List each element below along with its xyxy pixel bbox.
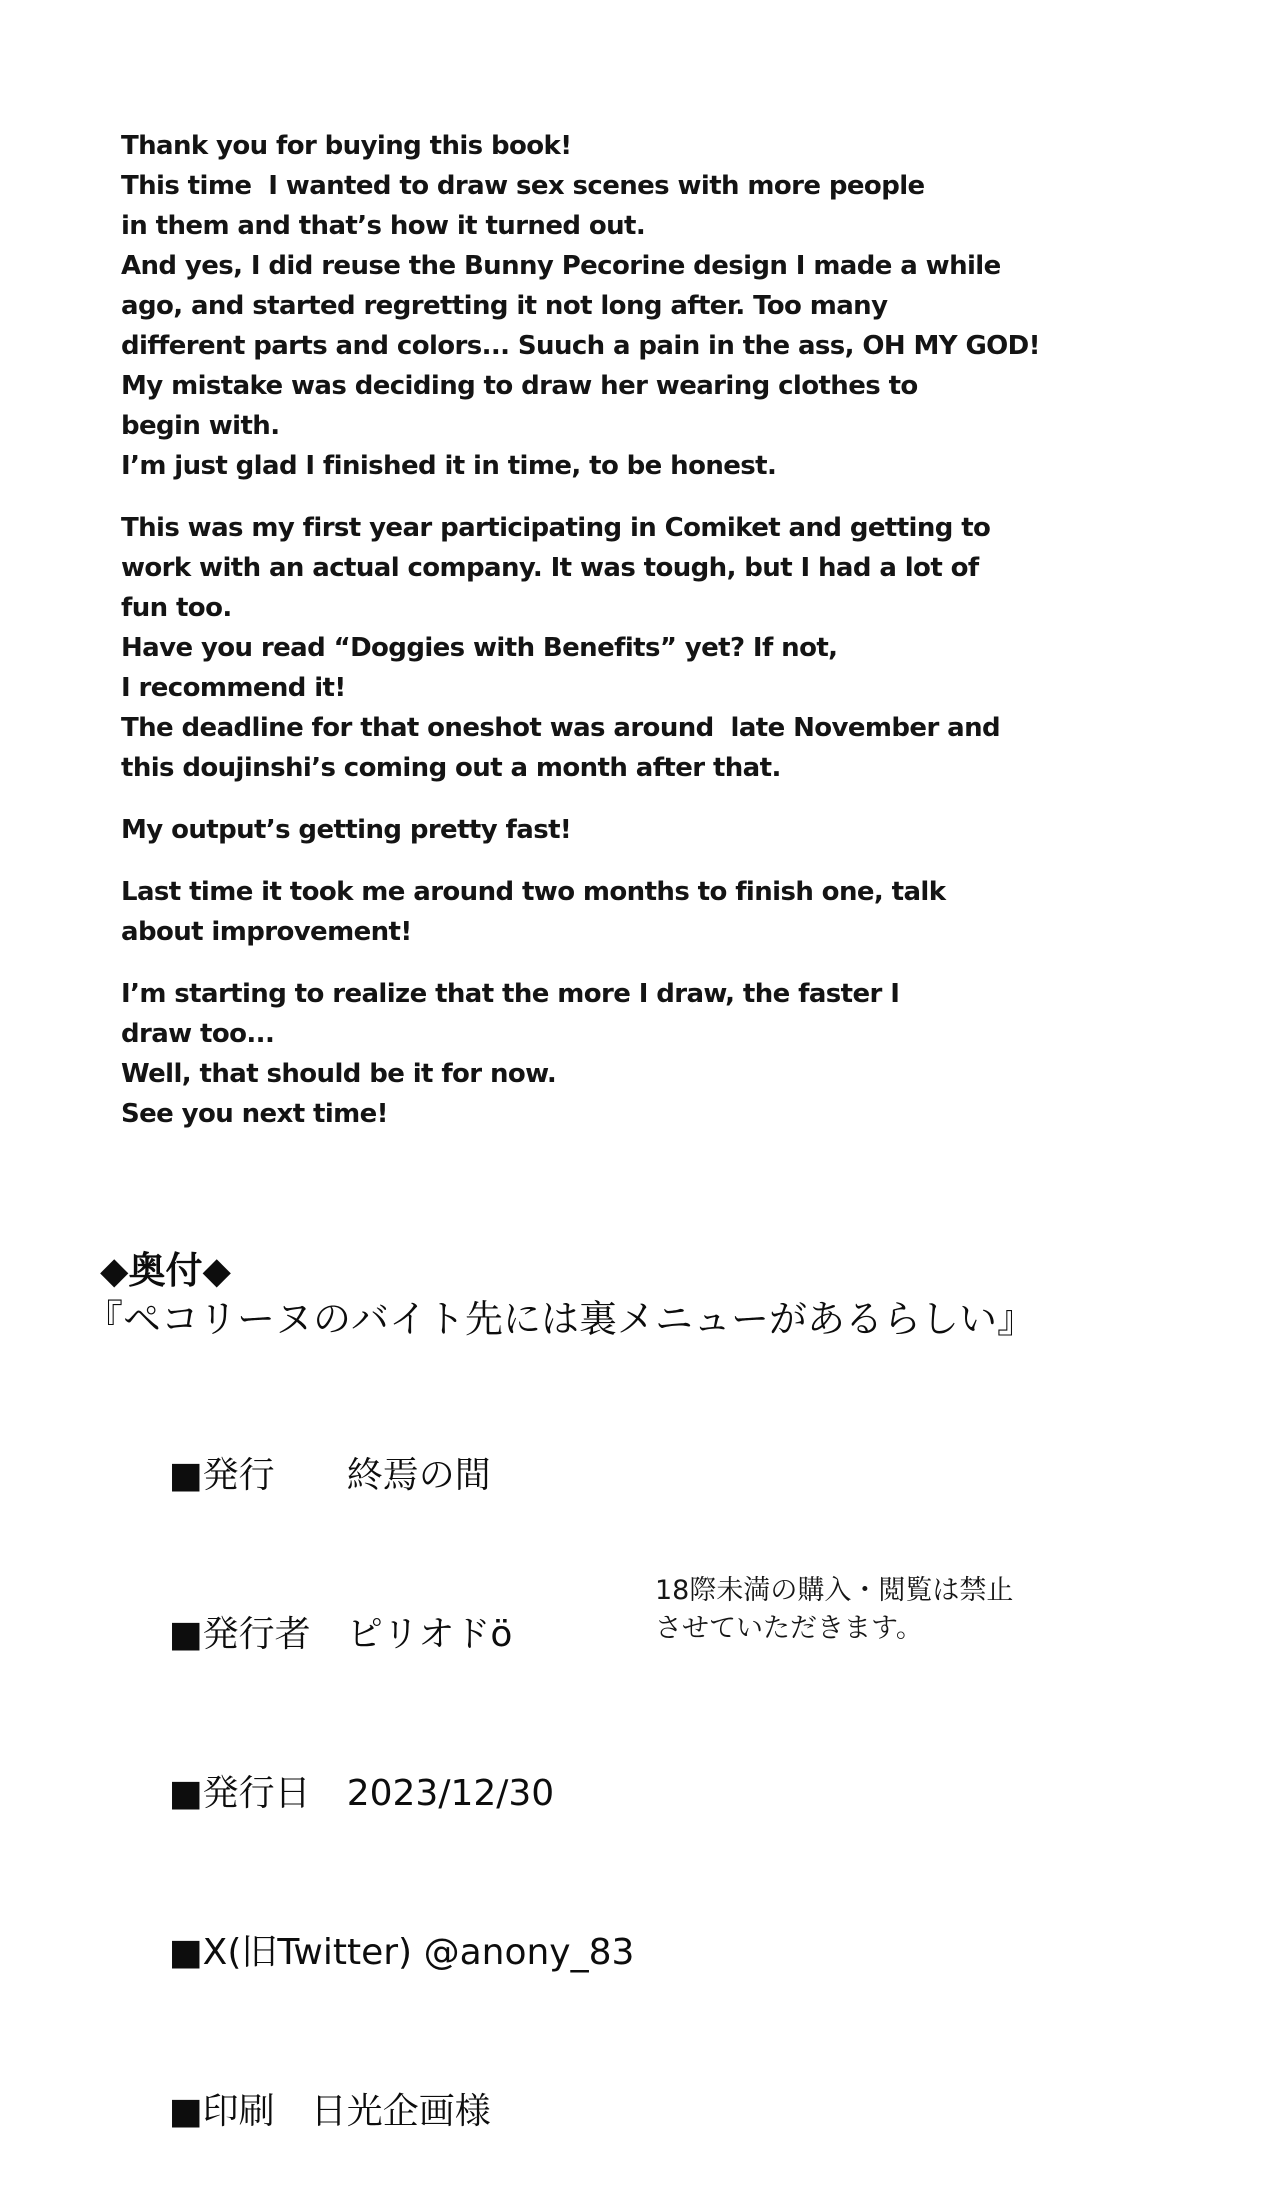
afterword-paragraph-2 (121, 508, 1271, 788)
colophon-entry-printer (100, 2032, 634, 2191)
afterword-paragraph-5 (121, 974, 1271, 1134)
colophon-entry-gap (311, 1773, 347, 1814)
afterword-line: The deadline for that oneshot was around late November and (121, 713, 1001, 743)
afterword-line: My output’s getting pretty fast! (121, 815, 572, 845)
colophon-entry-author (100, 1555, 634, 1714)
colophon-entry-label: ■発行 (168, 1455, 275, 1496)
afterword-paragraph-1 (121, 126, 1271, 486)
colophon-entry-gap (275, 2091, 311, 2132)
afterword-line: See you next time! (121, 1099, 388, 1129)
afterword-line: this doujinshi’s coming out a month after that. (121, 753, 781, 783)
colophon-entry-date (100, 1714, 634, 1873)
colophon-entry-value: @anony_83 (423, 1932, 635, 1973)
afterword-paragraph-3 (121, 810, 1271, 850)
afterword-line: Last time it took me around two months to finish one, talk (121, 877, 946, 907)
afterword-text (121, 126, 1271, 1156)
colophon-entry-gap (275, 1455, 347, 1496)
afterword-line: work with an actual company. It was tough, but I had a lot of (121, 553, 979, 583)
colophon-entry-label: ■X(旧Twitter) (168, 1932, 413, 1973)
colophon-entry-twitter (100, 1873, 634, 2032)
afterword-line: This time I wanted to draw sex scenes with more people (121, 171, 925, 201)
afterword-line: fun too. (121, 593, 232, 623)
colophon-entry-publisher (100, 1396, 634, 1555)
afterword-line: Thank you for buying this book! (121, 131, 572, 161)
age-restriction-notice (655, 1572, 1013, 1648)
colophon-entry-gap (311, 1614, 347, 1655)
colophon-entry-value: 終焉の間 (346, 1455, 491, 1496)
afterword-line: about improvement! (121, 917, 412, 947)
afterword-line: I’m just glad I finished it in time, to be honest. (121, 451, 777, 481)
afterword-line: Well, that should be it for now. (121, 1059, 557, 1089)
colophon-entries (100, 1396, 634, 2191)
age-restriction-line: 18際未満の購入・閲覧は禁止 (655, 1575, 1014, 1606)
afterword-line: My mistake was deciding to draw her wearing clothes to (121, 371, 918, 401)
afterword-line: begin with. (121, 411, 280, 441)
afterword-line: ago, and started regretting it not long after. Too many (121, 291, 888, 321)
age-restriction-line: させていただきます。 (655, 1613, 923, 1644)
afterword-line: in them and that’s how it turned out. (121, 211, 646, 241)
afterword-line: I’m starting to realize that the more I draw, the faster I (121, 979, 900, 1009)
afterword-line: draw too... (121, 1019, 275, 1049)
colophon-entry-gap (412, 1932, 423, 1973)
colophon-entry-value: 日光企画様 (310, 2091, 491, 2132)
afterword-paragraph-4 (121, 872, 1271, 952)
afterword-line: different parts and colors... Suuch a pain in the ass, OH MY GOD! (121, 331, 1040, 361)
afterword-line: And yes, I did reuse the Bunny Pecorine design I made a while (121, 251, 1001, 281)
colophon-entry-label: ■印刷 (168, 2091, 275, 2132)
colophon-entry-value: ピリオドö (346, 1614, 513, 1655)
doujinshi-title: 『ペコリーヌのバイト先には裏メニューがあるらしい』 (85, 1297, 1036, 1341)
afterword-line: This was my first year participating in Comiket and getting to (121, 513, 991, 543)
afterword-line: I recommend it! (121, 673, 346, 703)
colophon-entry-value: 2023/12/30 (346, 1773, 555, 1814)
colophon-entry-label: ■発行日 (168, 1773, 311, 1814)
colophon-heading: ◆奥付◆ (100, 1249, 231, 1292)
afterword-line: Have you read “Doggies with Benefits” yet? If not, (121, 633, 838, 663)
colophon-entry-label: ■発行者 (168, 1614, 311, 1655)
